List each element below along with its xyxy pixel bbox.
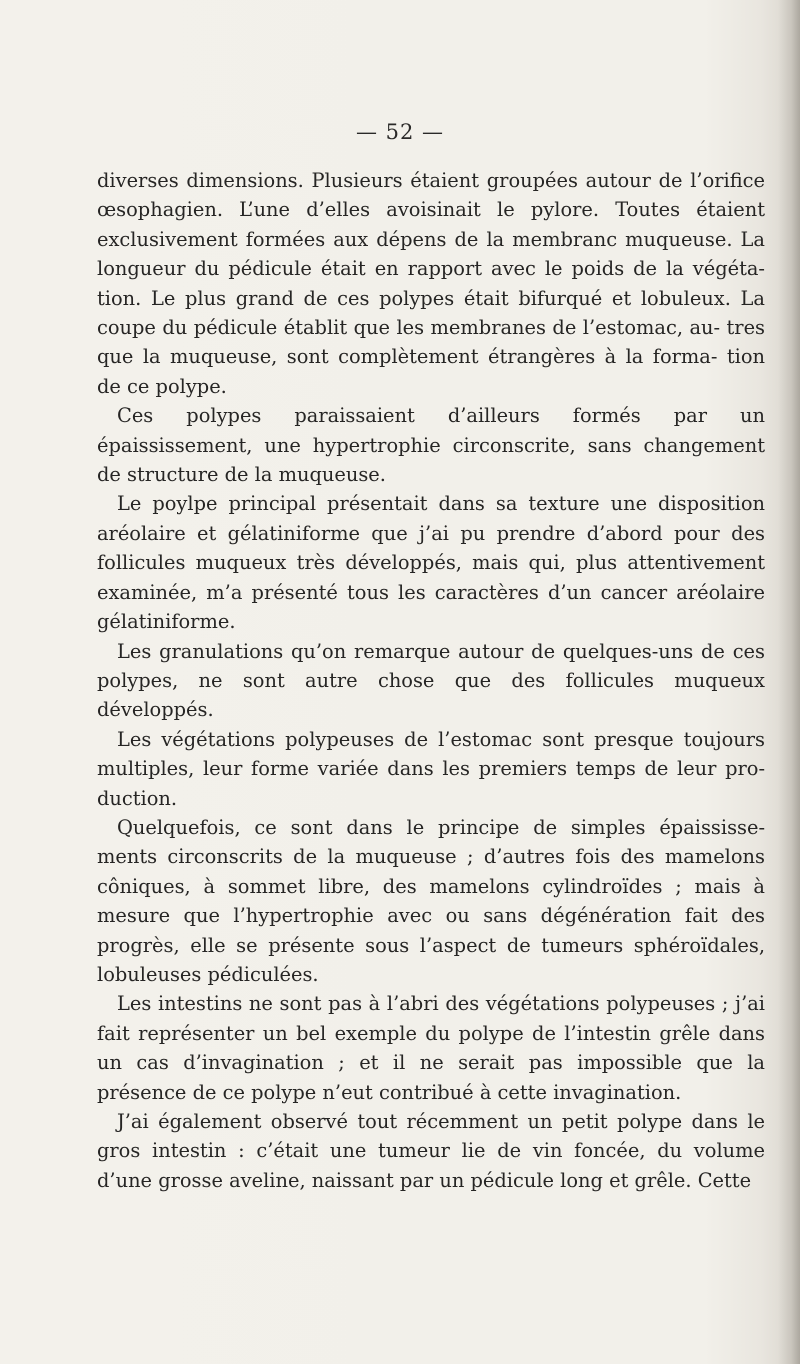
paragraph-5: Les végétations polypeuses de l’estomac sont presque toujours multiples, leur forme variée dans les premiers temps de leur pro- duction. <box>97 727 765 810</box>
page-edge-shadow <box>778 0 800 1364</box>
paragraph-4: Les granulations qu’on remarque autour de quelques-uns de ces polypes, ne sont autre chose que des follicules muqueux développés. <box>97 639 765 722</box>
text-body <box>97 166 765 1195</box>
paragraph-6: Quelquefois, ce sont dans le principe de simples épaississe- ments circonscrits de la muqueuse ; d’autres fois des mamelons côniques, à sommet libre, des mamelons cylindroïdes ; mais à mesure que l’hypertrophie avec ou sans dégénération fait des progrès, elle se présente sous l’aspect de tumeurs sphéroïdales, lobuleuses pédiculées. <box>97 815 765 986</box>
page-number: — 52 — <box>355 120 445 144</box>
paragraph-1: diverses dimensions. Plusieurs étaient groupées autour de l’orifice œsophagien. L’une d’elles avoisinait le pylore. Toutes étaient exclusivement formées aux dépens de la membranc muqueuse. La longueur du pédicule était en rapport avec le poids de la végéta- tion. Le plus grand de ces polypes était bifurqué et lobuleux. La coupe du pédicule établit que les membranes de l’estomac, au- tres que la muqueuse, sont complètement étrangères à la forma- tion de ce polype. <box>97 169 765 398</box>
paragraph-8: J’ai également observé tout récemment un petit polype dans le gros intestin : c’était une tumeur lie de vin foncée, du volume d’une grosse aveline, naissant par un pédicule long et grêle. Cette <box>97 1110 765 1192</box>
paragraph-2: Ces polypes paraissaient d’ailleurs formés par un épaississement, une hypertrophie circonscrite, sans changement de structure de la muqueuse. <box>97 404 765 487</box>
paragraph-3: Le poylpe principal présentait dans sa texture une disposition aréolaire et gélatiniforme que j’ai pu prendre d’abord pour des follicules muqueux très développés, mais qui, plus attentivement examinée, m’a présenté tous les caractères d’un cancer aréolaire gélatiniforme. <box>97 492 765 634</box>
paragraph-7: Les intestins ne sont pas à l’abri des végétations polypeuses ; j’ai fait représenter un bel exemple du polype de l’intestin grêle dans un cas d’invagination ; et il ne serait pas impossible que la présence de ce polype n’eut contribué à cette invagination. <box>97 992 765 1104</box>
